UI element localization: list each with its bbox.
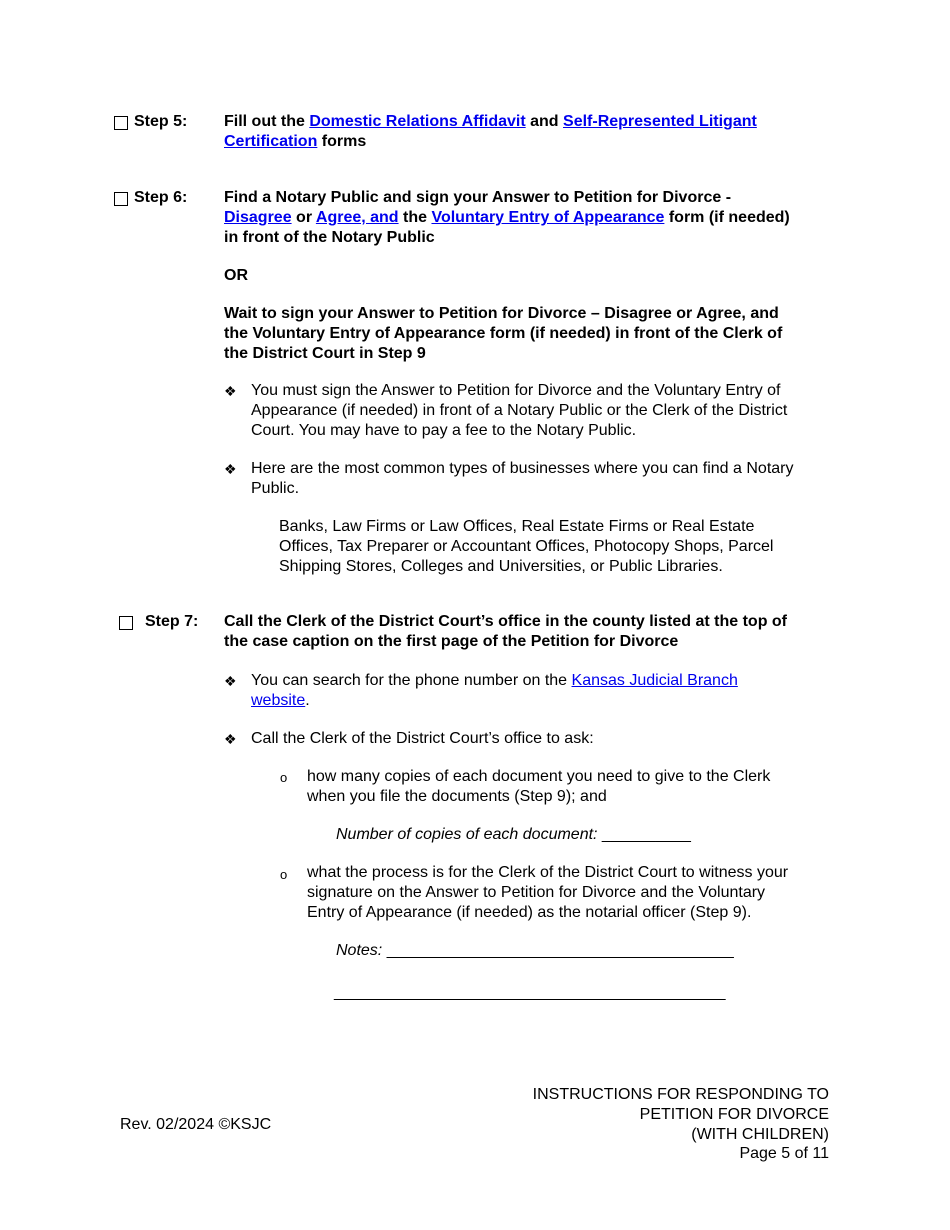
circle-bullet-icon: o bbox=[280, 770, 288, 785]
call-clerk-bullet: Call the Clerk of the District Court’s office to ask: bbox=[251, 730, 594, 747]
circle-bullet-icon: o bbox=[280, 867, 288, 882]
website-link[interactable]: website bbox=[251, 692, 306, 709]
wait-paragraph: Wait to sign your Answer to Petition for Divorce – Disagree or Agree, and the Voluntary Entry of Appearance form (if needed) in front of the Clerk of the District Court in Step 9 bbox=[224, 305, 783, 362]
agree-link[interactable]: Agree, and bbox=[315, 209, 399, 226]
step6-label: Step 6: bbox=[134, 189, 188, 206]
kansas-judicial-branch-link[interactable]: Kansas Judicial Branch bbox=[571, 672, 738, 689]
domestic-relations-affidavit-link[interactable]: Domestic Relations Affidavit bbox=[309, 113, 526, 130]
copies-field[interactable]: Number of copies of each document: __________ bbox=[336, 826, 691, 843]
bullet-icon: ❖ bbox=[224, 383, 237, 399]
bullet-icon: ❖ bbox=[224, 731, 237, 747]
phone-search-bullet: You can search for the phone number on the Kansas Judicial Branch website. bbox=[251, 672, 738, 709]
step6-heading: Find a Notary Public and sign your Answer to Petition for Divorce - Disagree or Agree, and the Voluntary Entry of Appearance form (if needed) in front of the Notary Public bbox=[224, 189, 790, 246]
voluntary-entry-link[interactable]: Voluntary Entry of Appearance bbox=[431, 209, 665, 226]
or-heading: OR bbox=[224, 267, 248, 284]
bullet-icon: ❖ bbox=[224, 461, 237, 477]
step7-checkbox[interactable] bbox=[119, 616, 133, 630]
process-question: what the process is for the Clerk of the District Court to witness your signature on the Answer to Petition for Divorce and the Voluntary Entry of Appearance (if needed) as the notarial officer (Step 9). bbox=[307, 864, 789, 921]
notary-sign-bullet: You must sign the Answer to Petition for Divorce and the Voluntary Entry of Appearance (if needed) in front of a Notary Public or the Clerk of the District Court. You may have to pay a fee to the Notary Public. bbox=[251, 382, 788, 439]
copies-question: how many copies of each document you need to give to the Clerk when you file the documents (Step 9); and bbox=[307, 768, 771, 805]
step5-label: Step 5: bbox=[134, 113, 188, 130]
notes-field-line2[interactable]: ____________________________________________ bbox=[334, 984, 726, 1001]
revision-label: Rev. 02/2024 ©KSJC bbox=[120, 1116, 272, 1133]
self-represented-litigant-link[interactable]: Self-Represented Litigant bbox=[563, 113, 757, 130]
footer-title-block: INSTRUCTIONS FOR RESPONDING TO PETITION FOR DIVORCE (WITH CHILDREN) Page 5 of 11 bbox=[532, 1086, 829, 1162]
step7-heading: Call the Clerk of the District Court’s office in the county listed at the top of the case caption on the first page of the Petition for Divorce bbox=[224, 613, 788, 650]
step7-label: Step 7: bbox=[145, 613, 199, 630]
business-list: Banks, Law Firms or Law Offices, Real Estate Firms or Real Estate Offices, Tax Preparer or Accountant Offices, Photocopy Shops, Parcel Shipping Stores, Colleges and Universities, or Public Libraries. bbox=[279, 518, 774, 575]
page-number: Page 5 of 11 bbox=[739, 1145, 829, 1162]
step5-checkbox[interactable] bbox=[114, 116, 128, 130]
bullet-icon: ❖ bbox=[224, 673, 237, 689]
certification-link[interactable]: Certification bbox=[224, 133, 318, 150]
notes-field[interactable]: Notes: _______________________________________ bbox=[336, 942, 734, 959]
step6-checkbox[interactable] bbox=[114, 192, 128, 206]
step5-text: Fill out the Domestic Relations Affidavit and Self-Represented Litigant Certification forms bbox=[224, 113, 757, 150]
notary-businesses-bullet: Here are the most common types of businesses where you can find a Notary Public. bbox=[251, 460, 794, 497]
disagree-link[interactable]: Disagree bbox=[224, 209, 292, 226]
